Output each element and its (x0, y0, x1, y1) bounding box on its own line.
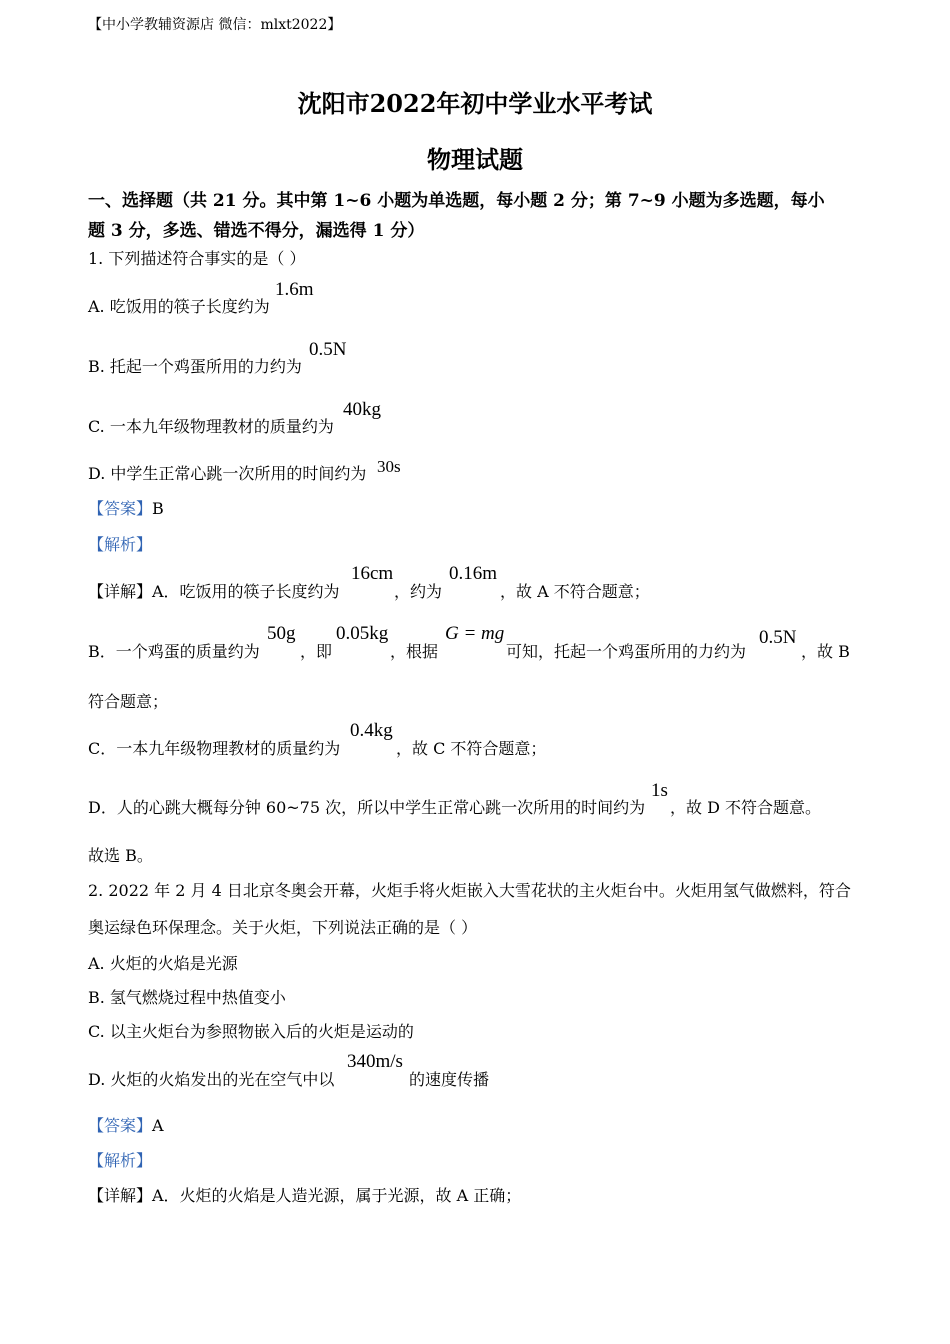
answer-value: B (152, 499, 164, 518)
q1-detail-b-formula2: 0.05kg (336, 623, 389, 644)
q1-detail-d-text2: ，故 D 不符合题意。 (670, 798, 822, 817)
q2-option-d-value: 340m/s (347, 1051, 403, 1072)
q1-detail-a-text1: 【详解】A．吃饭用的筷子长度约为 (88, 582, 340, 601)
section-heading-line2: 题 3 分，多选、错选不得分，漏选得 1 分） (88, 221, 425, 241)
answer-value: A (152, 1116, 164, 1135)
q1-detail-c-text1: C．一本九年级物理教材的质量约为 (88, 739, 341, 758)
q1-option-c: C. 一本九年级物理教材的质量约为 (88, 417, 334, 436)
q1-detail-b-text1: B．一个鸡蛋的质量约为 (88, 642, 260, 661)
q1-detail-d-text1: D．人的心跳大概每分钟 60~75 次，所以中学生正常心跳一次所用的时间约为 (88, 798, 646, 817)
exam-title: 沈阳市2022年初中学业水平考试 (297, 89, 653, 118)
q1-detail-b-text6: 符合题意； (88, 692, 169, 711)
q2-option-d-suffix: 的速度传播 (409, 1070, 490, 1089)
q1-option-b-value: 0.5N (309, 339, 347, 360)
q2-detail-a: 【详解】A．火炬的火焰是人造光源，属于光源，故 A 正确； (88, 1186, 522, 1205)
q1-detail-b-formula1: 50g (267, 623, 296, 644)
q1-detail-d-formula1: 1s (651, 780, 668, 801)
q1-option-a-value: 1.6m (275, 279, 314, 300)
q1-detail-c-text2: ，故 C 不符合题意； (396, 739, 547, 758)
q1-detail-a-text3: ，故 A 不符合题意； (500, 582, 650, 601)
page-header: 【中小学教辅资源店 微信：mlxt2022】 (88, 17, 342, 33)
q1-option-c-value: 40kg (343, 399, 381, 420)
q1-option-d: D. 中学生正常心跳一次所用的时间约为 (88, 464, 367, 483)
q2-option-a: A. 火炬的火焰是光源 (88, 954, 238, 973)
q1-stem: 1. 下列描述符合事实的是（ ） (88, 249, 306, 268)
q1-detail-a-formula2: 0.16m (449, 563, 498, 584)
q1-conclusion: 故选 B。 (88, 846, 153, 865)
answer-tag: 【答案】 (88, 499, 153, 518)
q1-detail-a-formula1: 16cm (351, 563, 394, 584)
q1-detail-b-text4: 可知，托起一个鸡蛋所用的力约为 (506, 642, 747, 661)
q1-detail-b-formula4: 0.5N (759, 627, 797, 648)
q2-option-d: D. 火炬的火焰发出的光在空气中以 (88, 1070, 335, 1089)
q2-answer (88, 1113, 164, 1136)
answer-tag: 【答案】 (88, 1116, 153, 1135)
q2-option-b: B. 氢气燃烧过程中热值变小 (88, 988, 286, 1007)
q1-option-a: A. 吃饭用的筷子长度约为 (88, 297, 270, 316)
q2-stem-line1: 2. 2022 年 2 月 4 日北京冬奥会开幕，火炬手将火炬嵌入大雪花状的主火炬台中。火炬用氢气做燃料，符合 (88, 881, 851, 900)
q1-option-b: B. 托起一个鸡蛋所用的力约为 (88, 357, 302, 376)
q1-option-d-value: 30s (377, 457, 401, 476)
q1-detail-b-text2: ，即 (300, 642, 333, 661)
section-heading-line1: 一、选择题（共 21 分。其中第 1~6 小题为单选题，每小题 2 分；第 7~9 小题为多选题，每小 (88, 191, 825, 211)
q1-detail-b-formula3: G = mg (445, 623, 505, 644)
q2-stem-line2: 奥运绿色环保理念。关于火炬，下列说法正确的是（ ） (88, 918, 478, 937)
exam-subtitle: 物理试题 (427, 145, 523, 174)
q1-detail-b-text5: ，故 B (801, 642, 850, 661)
q2-analysis-tag: 【解析】 (88, 1151, 153, 1170)
q1-detail-a-text2: ，约为 (394, 582, 443, 601)
q1-detail-c-formula1: 0.4kg (350, 720, 393, 741)
q1-analysis-tag: 【解析】 (88, 535, 153, 554)
q2-option-c: C. 以主火炬台为参照物嵌入后的火炬是运动的 (88, 1022, 414, 1041)
q1-detail-b-text3: ，根据 (390, 642, 439, 661)
q1-answer (88, 496, 164, 519)
